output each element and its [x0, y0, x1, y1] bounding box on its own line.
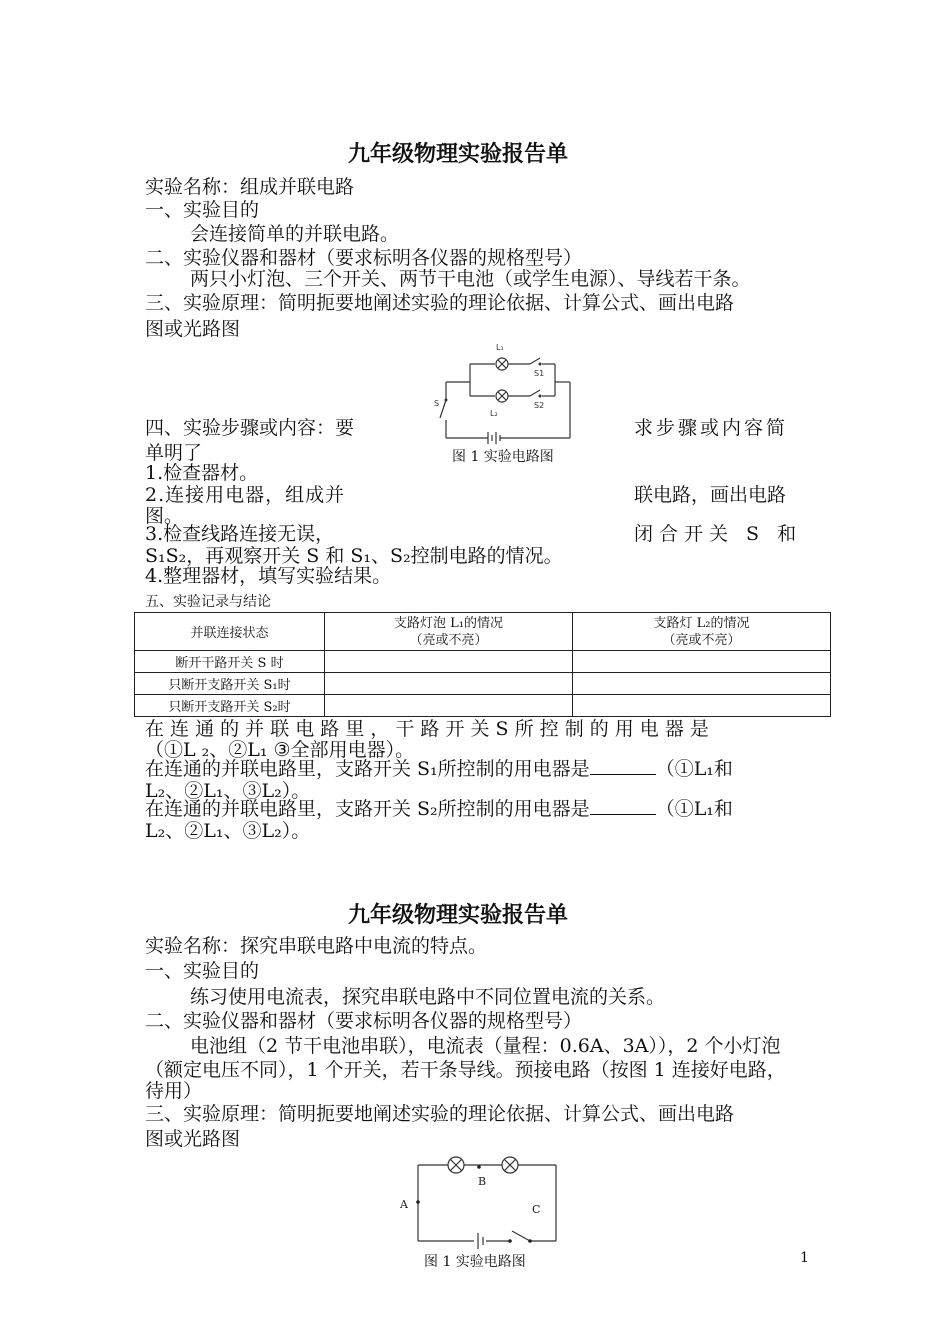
parallel-circuit-diagram [430, 340, 590, 445]
label-a: A [400, 1198, 408, 1211]
page-number: 1 [800, 1250, 809, 1266]
series-circuit-diagram [390, 1155, 570, 1253]
label-l2: L₂ [490, 409, 498, 418]
table-cell [573, 695, 831, 717]
step-text: 1.检查器材。 [145, 462, 259, 484]
record-table [134, 612, 831, 717]
purpose-text: 会连接简单的并联电路。 [190, 223, 400, 245]
answer-blank [590, 758, 656, 775]
section-heading: 一、实验目的 [145, 199, 260, 221]
section-text: 图或光路图 [145, 1128, 241, 1150]
equipment-text: 两只小灯泡、三个开关、两节干电池（或学生电源）、导线若干条。 [190, 268, 751, 290]
step-text: 3.检查线路连接无误， [145, 523, 335, 545]
section-text: 图或光路图 [145, 318, 241, 340]
section-heading: 一、实验目的 [145, 960, 260, 982]
page-title: 九年级物理实验报告单 [348, 141, 569, 167]
conclusion-text: L₂、②L₁、③L₂）。 [145, 780, 311, 802]
step-text: 图。 [145, 505, 184, 527]
label-s: S [434, 399, 440, 408]
table-header: 支路灯泡 L₁的情况 （亮或不亮） [325, 613, 573, 651]
step-text: 联电路，画出电路 [634, 484, 787, 506]
table-cell [325, 695, 573, 717]
table-cell [573, 673, 831, 695]
equipment-text: （额定电压不同），1 个开关，若干条导线。预接电路（按图 1 连接好电路， [145, 1059, 786, 1081]
purpose-text: 练习使用电流表，探究串联电路中不同位置电流的关系。 [190, 986, 666, 1008]
label-s1: S1 [534, 369, 545, 378]
section-heading: 二、实验仪器和器材（要求标明各仪器的规格型号） [145, 247, 583, 269]
equipment-text: 电池组（2 节干电池串联），电流表（量程：0.6A、3A）），2 个小灯泡 [190, 1035, 781, 1057]
table-row-label: 只断开支路开关 S₂时 [135, 695, 325, 717]
conclusion-text: （①L ₂、②L₁ ③全部用电器）。 [145, 739, 415, 761]
table-row-label: 断开干路开关 S 时 [135, 651, 325, 673]
label-b: B [478, 1175, 487, 1188]
experiment-name: 实验名称：组成并联电路 [145, 176, 355, 198]
equipment-text: 待用） [145, 1080, 203, 1102]
answer-blank [590, 798, 656, 815]
step-text: S₁S₂，再观察开关 S 和 S₁、S₂控制电路的情况。 [145, 545, 563, 567]
step-text: 2.连接用电器，组成并 [145, 484, 346, 506]
section-heading: 五、实验记录与结论 [145, 594, 271, 610]
table-cell [325, 651, 573, 673]
conclusion-text: 在连通的并联电路里，支路开关 S₁所控制的用电器是 （①L₁和 [145, 758, 733, 780]
label-c: C [532, 1203, 541, 1216]
step-text: 闭合开关 S 和 [634, 523, 803, 545]
section-heading-cont: 求步骤或内容简 [634, 417, 789, 439]
section-text: 单明了 [145, 442, 203, 464]
conclusion-text: L₂、②L₁、③L₂）。 [145, 820, 311, 842]
table-header: 并联连接状态 [135, 613, 325, 651]
table-cell [325, 673, 573, 695]
section-heading: 三、实验原理：简明扼要地阐述实验的理论依据、计算公式、画出电路 [145, 1103, 735, 1125]
label-s2: S2 [534, 401, 545, 410]
table-row-label: 只断开支路开关 S₁时 [135, 673, 325, 695]
page-title: 九年级物理实验报告单 [348, 902, 569, 928]
conclusion-text: 在 连 通 的 并 联 电 路 里 ， 干 路 开 关 S 所 控 制 的 用 电 器 是 [145, 718, 709, 740]
experiment-name: 实验名称：探究串联电路中电流的特点。 [145, 935, 488, 957]
section-heading: 四、实验步骤或内容：要 [145, 417, 355, 439]
table-cell [573, 651, 831, 673]
section-heading: 二、实验仪器和器材（要求标明各仪器的规格型号） [145, 1010, 583, 1032]
table-header: 支路灯 L₂的情况 （亮或不亮） [573, 613, 831, 651]
conclusion-text: 在连通的并联电路里，支路开关 S₂所控制的用电器是 （①L₁和 [145, 798, 733, 820]
step-text: 4.整理器材，填写实验结果。 [145, 565, 392, 587]
figure-caption: 图 1 实验电路图 [424, 1254, 526, 1270]
figure-caption: 图 1 实验电路图 [452, 449, 554, 465]
section-heading: 三、实验原理：简明扼要地阐述实验的理论依据、计算公式、画出电路 [145, 292, 735, 314]
label-l1: L₁ [496, 343, 504, 352]
